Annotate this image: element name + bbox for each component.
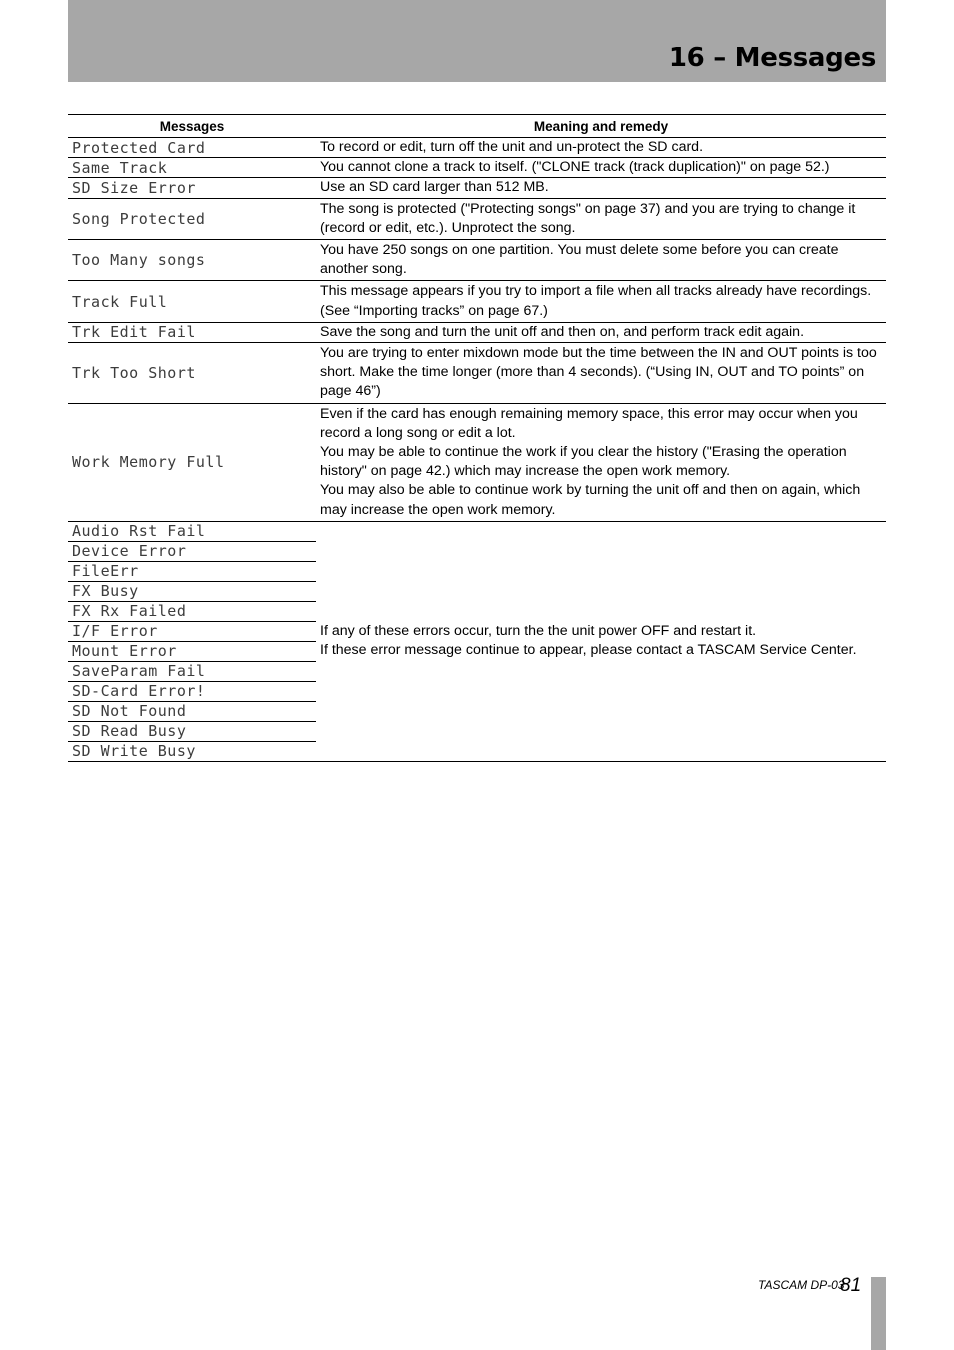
meaning-paragraph: You may be able to continue the work if you clear the history ("Erasing the operation history" on page 42.) which may increase the open work memory. [320, 444, 847, 480]
message-code: SD-Card Error! [68, 681, 316, 701]
message-code: Device Error [68, 541, 316, 561]
message-meaning: Use an SD card larger than 512 MB. [316, 178, 886, 198]
message-code: FileErr [68, 561, 316, 581]
column-header-messages: Messages [68, 115, 316, 138]
message-code: SD Not Found [68, 701, 316, 721]
message-meaning [316, 403, 886, 521]
meaning-paragraph: If any of these errors occur, turn the the unit power OFF and restart it. [320, 623, 757, 640]
message-code: Mount Error [68, 641, 316, 661]
table-row [68, 281, 886, 322]
message-meaning: Save the song and turn the unit off and then on, and perform track edit again. [316, 322, 886, 342]
message-code: FX Busy [68, 581, 316, 601]
table-header-row [68, 115, 886, 138]
table-row [68, 198, 886, 239]
table-row [68, 521, 886, 541]
table-row [68, 240, 886, 281]
message-code: Same Track [68, 158, 316, 178]
message-meaning: You cannot clone a track to itself. ("CLONE track (track duplication)" on page 52.) [316, 158, 886, 178]
message-code: Track Full [68, 281, 316, 322]
message-code: Trk Edit Fail [68, 322, 316, 342]
message-code: FX Rx Failed [68, 601, 316, 621]
message-code: SD Write Busy [68, 741, 316, 761]
message-code: I/F Error [68, 621, 316, 641]
footer-tab-bar [871, 1277, 886, 1350]
message-code: Protected Card [68, 138, 316, 158]
message-code: Trk Too Short [68, 343, 316, 404]
message-code: SD Size Error [68, 178, 316, 198]
table-row [68, 138, 886, 158]
message-meaning: The song is protected ("Protecting songs" on page 37) and you are trying to change it (record or edit, etc.). Unprotect the song. [316, 198, 886, 239]
column-header-meaning: Meaning and remedy [316, 115, 886, 138]
page-number: 81 [840, 1275, 862, 1296]
table-row [68, 158, 886, 178]
message-meaning: You are trying to enter mixdown mode but the time between the IN and OUT points is too short. Make the time longer (more than 4 seconds). (“Using IN, OUT and TO points” on page 46”) [316, 343, 886, 404]
messages-table [68, 114, 886, 762]
meaning-paragraph: If these error message continue to appear, please contact a TASCAM Service Center. [320, 642, 857, 659]
message-code: SaveParam Fail [68, 661, 316, 681]
grouped-message-meaning [316, 521, 886, 761]
table-row [68, 403, 886, 521]
chapter-header-band [68, 0, 886, 82]
message-code: Audio Rst Fail [68, 521, 316, 541]
message-code: Song Protected [68, 198, 316, 239]
table-row [68, 178, 886, 198]
message-meaning: You have 250 songs on one partition. You must delete some before you can create another song. [316, 240, 886, 281]
message-meaning: This message appears if you try to import a file when all tracks already have recordings. (See “Importing tracks” on page 67.) [316, 281, 886, 322]
chapter-title: 16 – Messages [668, 43, 876, 73]
message-code: Too Many songs [68, 240, 316, 281]
footer-brand: TASCAM DP-03 [758, 1278, 845, 1292]
message-code: SD Read Busy [68, 721, 316, 741]
message-meaning: To record or edit, turn off the unit and un-protect the SD card. [316, 138, 886, 158]
meaning-paragraph: Even if the card has enough remaining memory space, this error may occur when you record a long song or edit a lot. [320, 405, 858, 441]
table-row [68, 322, 886, 342]
table-row [68, 343, 886, 404]
meaning-paragraph: You may also be able to continue work by turning the unit off and then on again, which may increase the open work memory. [320, 482, 861, 518]
message-code: Work Memory Full [68, 403, 316, 521]
